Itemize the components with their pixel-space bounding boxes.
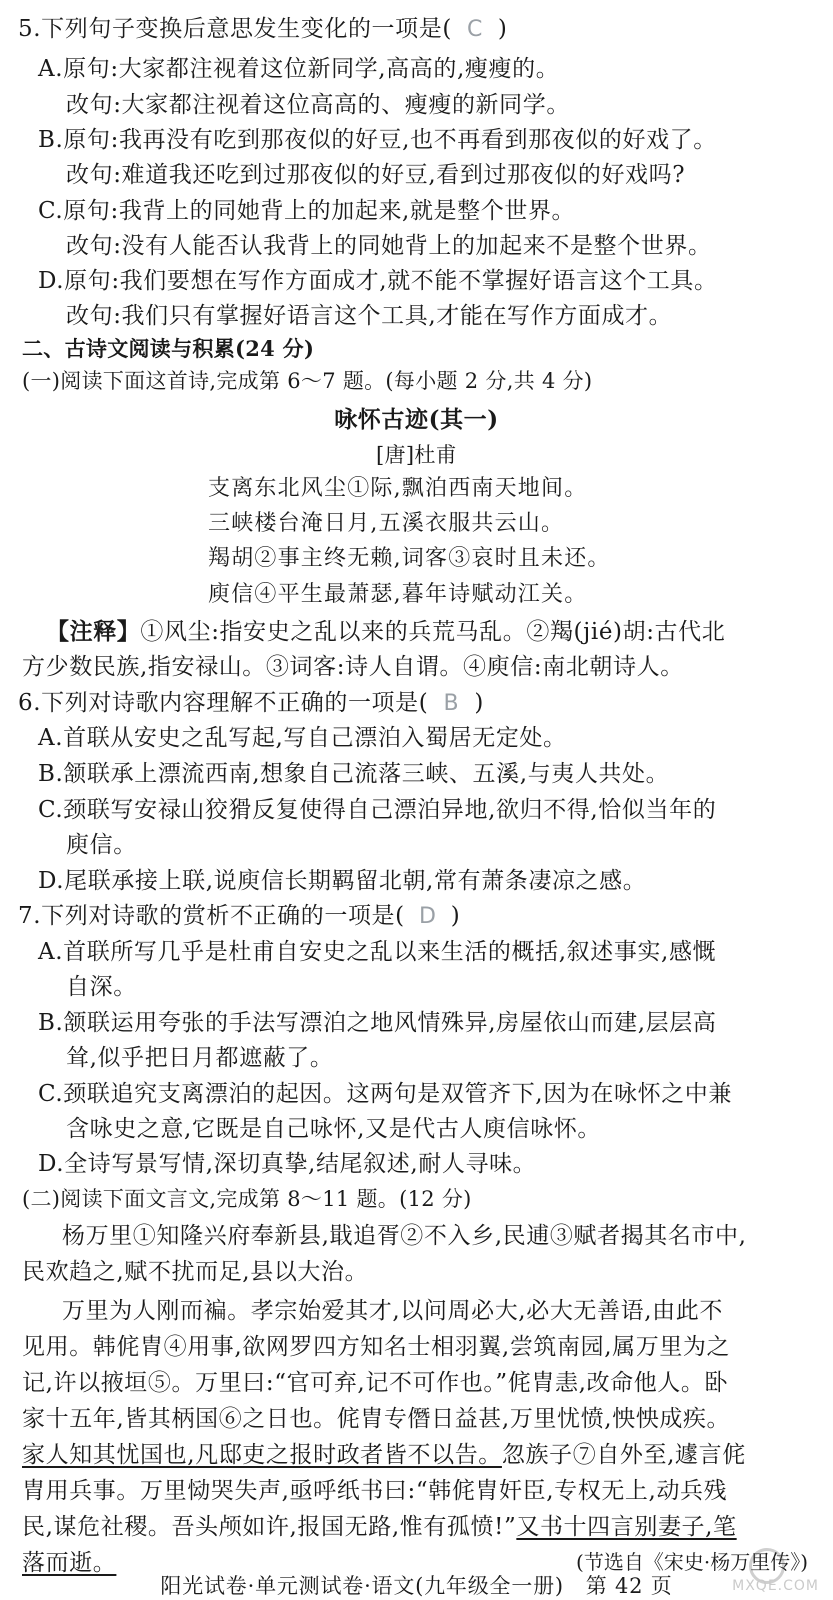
q5-close: ) xyxy=(497,16,508,42)
q7-option-c-2: 含咏史之意,它既是自己咏怀,又是代古人庾信咏怀。 xyxy=(66,1116,602,1142)
q5-option-b-original: B.原句:我再没有吃到那夜似的好豆,也不再看到那夜似的好戏了。 xyxy=(38,127,717,153)
part2-intro: (二)阅读下面文言文,完成第 8～11 题。(12 分) xyxy=(22,1187,472,1211)
q5-stem xyxy=(0,14,833,45)
q6-stem-text: 6.下列对诗歌内容理解不正确的一项是( xyxy=(18,690,429,716)
q7-stem-text: 7.下列对诗歌的赏析不正确的一项是( xyxy=(18,903,405,929)
q6-option-c-2: 庾信。 xyxy=(66,832,137,858)
passage-p2-line-4: 家十五年,皆其柄国⑥之日也。侂胄专僭日益甚,万里忧愤,怏怏成疾。 xyxy=(22,1406,731,1432)
passage-p2-line-5 xyxy=(0,1440,833,1470)
q7-option-a-2: 自深。 xyxy=(66,974,137,1000)
poem-line-4: 庾信④平生最萧瑟,暮年诗赋动江关。 xyxy=(208,582,588,607)
q5-option-a-original: A.原句:大家都注视着这位新同学,高高的,瘦瘦的。 xyxy=(38,56,560,82)
q6-option-b: B.颔联承上漂流西南,想象自己流落三峡、五溪,与夷人共处。 xyxy=(38,761,670,787)
poem-line-2: 三峡楼台淹日月,五溪衣服共云山。 xyxy=(208,511,565,536)
q7-option-b-2: 耸,似乎把日月都遮蔽了。 xyxy=(66,1045,334,1071)
poem-line-3: 羯胡②事主终无赖,词客③哀时且未还。 xyxy=(208,546,611,571)
passage-p2-line-2: 见用。韩侂胄④用事,欲网罗四方知名士相羽翼,尝筑南园,属万里为之 xyxy=(22,1334,731,1360)
q6-close: ) xyxy=(474,690,484,716)
q5-stem-text: 5.下列句子变换后意思发生变化的一项是( xyxy=(18,16,452,42)
page-footer: 阳光试卷·单元测试卷·语文(九年级全一册) 第 42 页 xyxy=(160,1574,673,1598)
poem-author: [唐]杜甫 xyxy=(376,443,457,467)
q7-stem xyxy=(0,901,833,932)
passage-p1-line-1: 杨万里①知隆兴府奉新县,戢追胥②不入乡,民逋③赋者揭其名市中, xyxy=(62,1223,747,1249)
watermark-text: MXQE.COM xyxy=(732,1578,819,1594)
part1-intro: (一)阅读下面这首诗,完成第 6～7 题。(每小题 2 分,共 4 分) xyxy=(22,369,593,393)
q7-close: ) xyxy=(450,903,461,929)
passage-p2-line-7-text: 民,谋危社稷。吾头颅如许,报国无路,惟有孤愤!” xyxy=(22,1514,517,1540)
q7-option-c-1: C.颈联追究支离漂泊的起因。这两句是双管齐下,因为在咏怀之中兼 xyxy=(38,1081,733,1107)
q5-option-d-original: D.原句:我们要想在写作方面成才,就不能不掌握好语言这个工具。 xyxy=(38,268,718,294)
q6-answer: B xyxy=(443,691,460,716)
q5-option-a-changed: 改句:大家都注视着这位高高的、瘦瘦的新同学。 xyxy=(66,92,570,118)
q7-option-b-1: B.颔联运用夸张的手法写漂泊之地风情殊异,房屋依山而建,层层高 xyxy=(38,1010,717,1036)
passage-source: (节选自《宋史·杨万里传》) xyxy=(576,1550,808,1574)
q7-answer: D xyxy=(418,904,437,929)
passage-p2-line-7 xyxy=(0,1512,833,1542)
section-title: 二、古诗文阅读与积累(24 分) xyxy=(22,336,315,361)
q7-option-a-1: A.首联所写几乎是杜甫自安史之乱以来生活的概括,叙述事实,感慨 xyxy=(38,939,717,965)
q6-option-a: A.首联从安史之乱写起,写自己漂泊入蜀居无定处。 xyxy=(38,725,567,751)
q6-stem xyxy=(0,688,833,719)
passage-p2-line-3: 记,许以掖垣⑤。万里曰:“官可弃,记不可作也。”侂胄恚,改命他人。卧 xyxy=(22,1370,729,1396)
annotation-line-1 xyxy=(0,617,833,647)
underlined-sentence-2: 又书十四言别妻子,笔 xyxy=(516,1514,737,1540)
q7-option-d: D.全诗写景写情,深切真挚,结尾叙述,耐人寻味。 xyxy=(38,1151,537,1177)
site-watermark xyxy=(713,1548,825,1594)
q5-option-c-original: C.原句:我背上的同她背上的加起来,就是整个世界。 xyxy=(38,198,576,224)
q6-option-c-1: C.颈联写安禄山狡猾反复使得自己漂泊异地,欲归不得,恰似当年的 xyxy=(38,797,717,823)
q5-option-d-changed: 改句:我们只有掌握好语言这个工具,才能在写作方面成才。 xyxy=(66,303,673,329)
annotation-line-2: 方少数民族,指安禄山。③词客:诗人自谓。④庾信:南北朝诗人。 xyxy=(22,654,684,680)
passage-p2-line-1: 万里为人刚而褊。孝宗始爱其才,以问周必大,必大无善语,由此不 xyxy=(62,1298,723,1324)
q5-option-c-changed: 改句:没有人能否认我背上的同她背上的加起来不是整个世界。 xyxy=(66,233,712,259)
passage-p2-line-6: 胄用兵事。万里恸哭失声,亟呼纸书曰:“韩侂胄奸臣,专权无上,动兵残 xyxy=(22,1478,728,1504)
annotation-label: 【注释】 xyxy=(46,618,141,645)
q6-option-d: D.尾联承接上联,说庾信长期羁留北朝,常有萧条凄凉之感。 xyxy=(38,868,647,894)
annotation-text-1: ①风尘:指安史之乱以来的兵荒马乱。②羯(jié)胡:古代北 xyxy=(140,619,726,645)
underlined-sentence-2-end: 落而逝。 xyxy=(22,1550,117,1576)
q5-answer: C xyxy=(466,17,483,42)
poem-line-1: 支离东北风尘①际,飘泊西南天地间。 xyxy=(208,476,588,501)
q5-option-b-changed: 改句:难道我还吃到过那夜似的好豆,看到过那夜似的好戏吗? xyxy=(66,162,686,188)
underlined-sentence-1: 家人知其忧国也,凡邸吏之报时政者皆不以告。 xyxy=(22,1442,502,1468)
passage-p1-line-2: 民欢趋之,赋不扰而足,县以大治。 xyxy=(22,1259,369,1285)
passage-p2-line-5-rest: 忽族子⑦自外至,遽言侂 xyxy=(501,1442,746,1468)
poem-title: 咏怀古迹(其一) xyxy=(334,406,499,433)
